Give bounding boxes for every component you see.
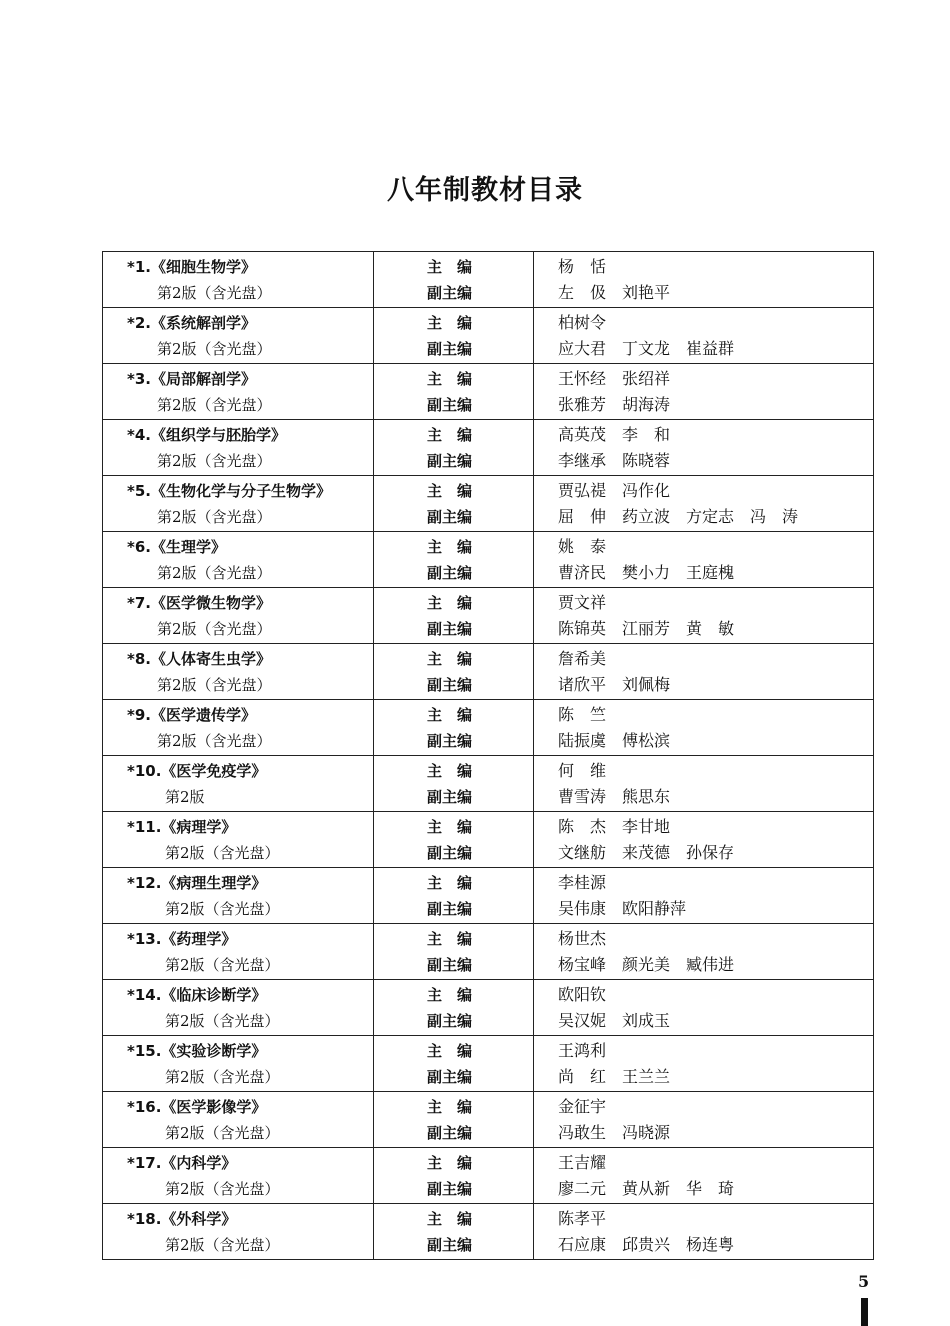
deputy-editor-names: 石应康 邱贵兴 杨连粤 (558, 1235, 735, 1254)
book-cell (103, 868, 374, 924)
deputy-editor-label: 副主编 (427, 732, 473, 750)
book-title: *8.《人体寄生虫学》 (127, 650, 271, 668)
table-row (103, 476, 874, 532)
book-title: *7.《医学微生物学》 (127, 594, 271, 612)
book-cell (103, 1204, 374, 1260)
book-edition: 第2版（含光盘） (157, 340, 272, 358)
chief-editor-label: 主 编 (427, 874, 473, 892)
names-cell (534, 644, 874, 700)
role-cell (374, 364, 534, 420)
chief-editor-label: 主 编 (427, 1154, 473, 1172)
chief-editor-label: 主 编 (427, 538, 473, 556)
role-cell (374, 756, 534, 812)
deputy-editor-names: 张雅芳 胡海涛 (558, 395, 671, 414)
book-title: *10.《医学免疫学》 (127, 762, 267, 780)
table-row (103, 700, 874, 756)
book-edition: 第2版（含光盘） (165, 1012, 280, 1030)
book-edition: 第2版（含光盘） (157, 396, 272, 414)
chief-editor-label: 主 编 (427, 650, 473, 668)
book-edition: 第2版（含光盘） (157, 284, 272, 302)
deputy-editor-label: 副主编 (427, 564, 473, 582)
chief-editor-label: 主 编 (427, 1098, 473, 1116)
page-number: 5 (858, 1272, 870, 1291)
deputy-editor-names: 陈锦英 江丽芳 黄 敏 (558, 619, 735, 638)
deputy-editor-label: 副主编 (427, 396, 473, 414)
book-edition: 第2版（含光盘） (165, 1068, 280, 1086)
book-title: *15.《实验诊断学》 (127, 1042, 267, 1060)
chief-editor-label: 主 编 (427, 762, 473, 780)
book-edition: 第2版（含光盘） (157, 508, 272, 526)
deputy-editor-label: 副主编 (427, 1236, 473, 1254)
table-row (103, 588, 874, 644)
book-cell (103, 588, 374, 644)
deputy-editor-label: 副主编 (427, 1124, 473, 1142)
table-row (103, 868, 874, 924)
table-row (103, 252, 874, 308)
book-title: *5.《生物化学与分子生物学》 (127, 482, 331, 500)
book-title: *14.《临床诊断学》 (127, 986, 267, 1004)
role-cell (374, 1204, 534, 1260)
table-row (103, 420, 874, 476)
deputy-editor-names: 应大君 丁文龙 崔益群 (558, 339, 735, 358)
deputy-editor-names: 尚 红 王兰兰 (558, 1067, 671, 1086)
deputy-editor-label: 副主编 (427, 676, 473, 694)
chief-editor-label: 主 编 (427, 818, 473, 836)
role-cell (374, 644, 534, 700)
catalog-body (103, 252, 874, 1260)
book-cell (103, 364, 374, 420)
chief-editor-label: 主 编 (427, 1042, 473, 1060)
chief-editor-names: 金征宇 (558, 1097, 607, 1116)
chief-editor-names: 王吉耀 (558, 1153, 607, 1172)
chief-editor-label: 主 编 (427, 706, 473, 724)
page-title: 八年制教材目录 (387, 175, 583, 206)
book-cell (103, 924, 374, 980)
deputy-editor-label: 副主编 (427, 1068, 473, 1086)
deputy-editor-label: 副主编 (427, 1180, 473, 1198)
role-cell (374, 1148, 534, 1204)
table-row (103, 1204, 874, 1260)
table-row (103, 1092, 874, 1148)
chief-editor-names: 欧阳钦 (558, 985, 607, 1004)
table-row (103, 812, 874, 868)
book-cell (103, 476, 374, 532)
catalog-table (102, 251, 874, 1260)
chief-editor-names: 陈孝平 (558, 1209, 607, 1228)
names-cell (534, 1148, 874, 1204)
chief-editor-label: 主 编 (427, 482, 473, 500)
book-cell (103, 812, 374, 868)
deputy-editor-names: 文继舫 来茂德 孙保存 (558, 843, 735, 862)
names-cell (534, 980, 874, 1036)
deputy-editor-label: 副主编 (427, 508, 473, 526)
chief-editor-names: 李桂源 (558, 873, 607, 892)
chief-editor-names: 贾文祥 (558, 593, 607, 612)
book-edition: 第2版（含光盘） (165, 1124, 280, 1142)
book-cell (103, 532, 374, 588)
names-cell (534, 700, 874, 756)
chief-editor-label: 主 编 (427, 426, 473, 444)
book-cell (103, 1148, 374, 1204)
book-cell (103, 1092, 374, 1148)
book-edition: 第2版（含光盘） (165, 1236, 280, 1254)
book-cell (103, 756, 374, 812)
role-cell (374, 420, 534, 476)
deputy-editor-names: 杨宝峰 颜光美 臧伟进 (558, 955, 735, 974)
book-edition: 第2版（含光盘） (157, 732, 272, 750)
page-edge-marker (861, 1298, 868, 1326)
book-cell (103, 308, 374, 364)
chief-editor-label: 主 编 (427, 930, 473, 948)
deputy-editor-names: 曹济民 樊小力 王庭槐 (558, 563, 735, 582)
chief-editor-names: 高英茂 李 和 (558, 425, 671, 444)
book-edition: 第2版 (165, 788, 205, 806)
chief-editor-names: 詹希美 (558, 649, 607, 668)
chief-editor-names: 柏树令 (558, 313, 607, 332)
table-row (103, 308, 874, 364)
book-title: *4.《组织学与胚胎学》 (127, 426, 286, 444)
book-title: *1.《细胞生物学》 (127, 258, 256, 276)
book-edition: 第2版（含光盘） (157, 620, 272, 638)
deputy-editor-names: 吴伟康 欧阳静萍 (558, 899, 687, 918)
deputy-editor-label: 副主编 (427, 620, 473, 638)
deputy-editor-names: 左 伋 刘艳平 (558, 283, 671, 302)
chief-editor-names: 贾弘禔 冯作化 (558, 481, 671, 500)
deputy-editor-label: 副主编 (427, 956, 473, 974)
deputy-editor-names: 陆振虞 傅松滨 (558, 731, 671, 750)
role-cell (374, 532, 534, 588)
book-edition: 第2版（含光盘） (157, 452, 272, 470)
book-title: *6.《生理学》 (127, 538, 226, 556)
chief-editor-label: 主 编 (427, 594, 473, 612)
chief-editor-names: 何 维 (558, 761, 607, 780)
role-cell (374, 700, 534, 756)
chief-editor-names: 陈 杰 李甘地 (558, 817, 671, 836)
names-cell (534, 532, 874, 588)
table-row (103, 756, 874, 812)
role-cell (374, 1036, 534, 1092)
chief-editor-names: 陈 竺 (558, 705, 607, 724)
deputy-editor-names: 诸欣平 刘佩梅 (558, 675, 671, 694)
names-cell (534, 924, 874, 980)
book-title: *9.《医学遗传学》 (127, 706, 256, 724)
deputy-editor-label: 副主编 (427, 1012, 473, 1030)
book-cell (103, 644, 374, 700)
role-cell (374, 308, 534, 364)
role-cell (374, 980, 534, 1036)
chief-editor-names: 杨 恬 (558, 257, 607, 276)
deputy-editor-names: 曹雪涛 熊思东 (558, 787, 671, 806)
names-cell (534, 868, 874, 924)
deputy-editor-names: 李继承 陈晓蓉 (558, 451, 671, 470)
book-edition: 第2版（含光盘） (165, 844, 280, 862)
table-row (103, 924, 874, 980)
names-cell (534, 252, 874, 308)
role-cell (374, 588, 534, 644)
table-row (103, 532, 874, 588)
deputy-editor-label: 副主编 (427, 452, 473, 470)
deputy-editor-names: 吴汉妮 刘成玉 (558, 1011, 671, 1030)
book-cell (103, 700, 374, 756)
role-cell (374, 476, 534, 532)
deputy-editor-names: 冯敢生 冯晓源 (558, 1123, 671, 1142)
deputy-editor-label: 副主编 (427, 900, 473, 918)
chief-editor-label: 主 编 (427, 258, 473, 276)
table-row (103, 980, 874, 1036)
names-cell (534, 1036, 874, 1092)
table-row (103, 364, 874, 420)
role-cell (374, 868, 534, 924)
chief-editor-names: 王鸿利 (558, 1041, 607, 1060)
names-cell (534, 420, 874, 476)
book-title: *17.《内科学》 (127, 1154, 237, 1172)
deputy-editor-label: 副主编 (427, 340, 473, 358)
book-edition: 第2版（含光盘） (165, 900, 280, 918)
role-cell (374, 1092, 534, 1148)
chief-editor-label: 主 编 (427, 370, 473, 388)
book-title: *3.《局部解剖学》 (127, 370, 256, 388)
chief-editor-label: 主 编 (427, 314, 473, 332)
chief-editor-label: 主 编 (427, 986, 473, 1004)
book-title: *13.《药理学》 (127, 930, 237, 948)
names-cell (534, 588, 874, 644)
table-row (103, 1148, 874, 1204)
deputy-editor-label: 副主编 (427, 844, 473, 862)
book-edition: 第2版（含光盘） (157, 676, 272, 694)
deputy-editor-label: 副主编 (427, 284, 473, 302)
chief-editor-label: 主 编 (427, 1210, 473, 1228)
deputy-editor-label: 副主编 (427, 788, 473, 806)
deputy-editor-names: 廖二元 黄从新 华 琦 (558, 1179, 735, 1198)
book-edition: 第2版（含光盘） (165, 956, 280, 974)
deputy-editor-names: 屈 伸 药立波 方定志 冯 涛 (558, 507, 799, 526)
book-cell (103, 1036, 374, 1092)
role-cell (374, 924, 534, 980)
book-edition: 第2版（含光盘） (157, 564, 272, 582)
book-cell (103, 252, 374, 308)
names-cell (534, 812, 874, 868)
table-row (103, 1036, 874, 1092)
book-cell (103, 420, 374, 476)
book-title: *12.《病理生理学》 (127, 874, 267, 892)
chief-editor-names: 王怀经 张绍祥 (558, 369, 671, 388)
names-cell (534, 476, 874, 532)
book-cell (103, 980, 374, 1036)
role-cell (374, 812, 534, 868)
book-title: *18.《外科学》 (127, 1210, 237, 1228)
names-cell (534, 308, 874, 364)
names-cell (534, 1204, 874, 1260)
names-cell (534, 364, 874, 420)
table-row (103, 644, 874, 700)
names-cell (534, 1092, 874, 1148)
chief-editor-names: 杨世杰 (558, 929, 607, 948)
names-cell (534, 756, 874, 812)
book-title: *16.《医学影像学》 (127, 1098, 267, 1116)
book-title: *11.《病理学》 (127, 818, 237, 836)
role-cell (374, 252, 534, 308)
book-title: *2.《系统解剖学》 (127, 314, 256, 332)
book-edition: 第2版（含光盘） (165, 1180, 280, 1198)
chief-editor-names: 姚 泰 (558, 537, 607, 556)
